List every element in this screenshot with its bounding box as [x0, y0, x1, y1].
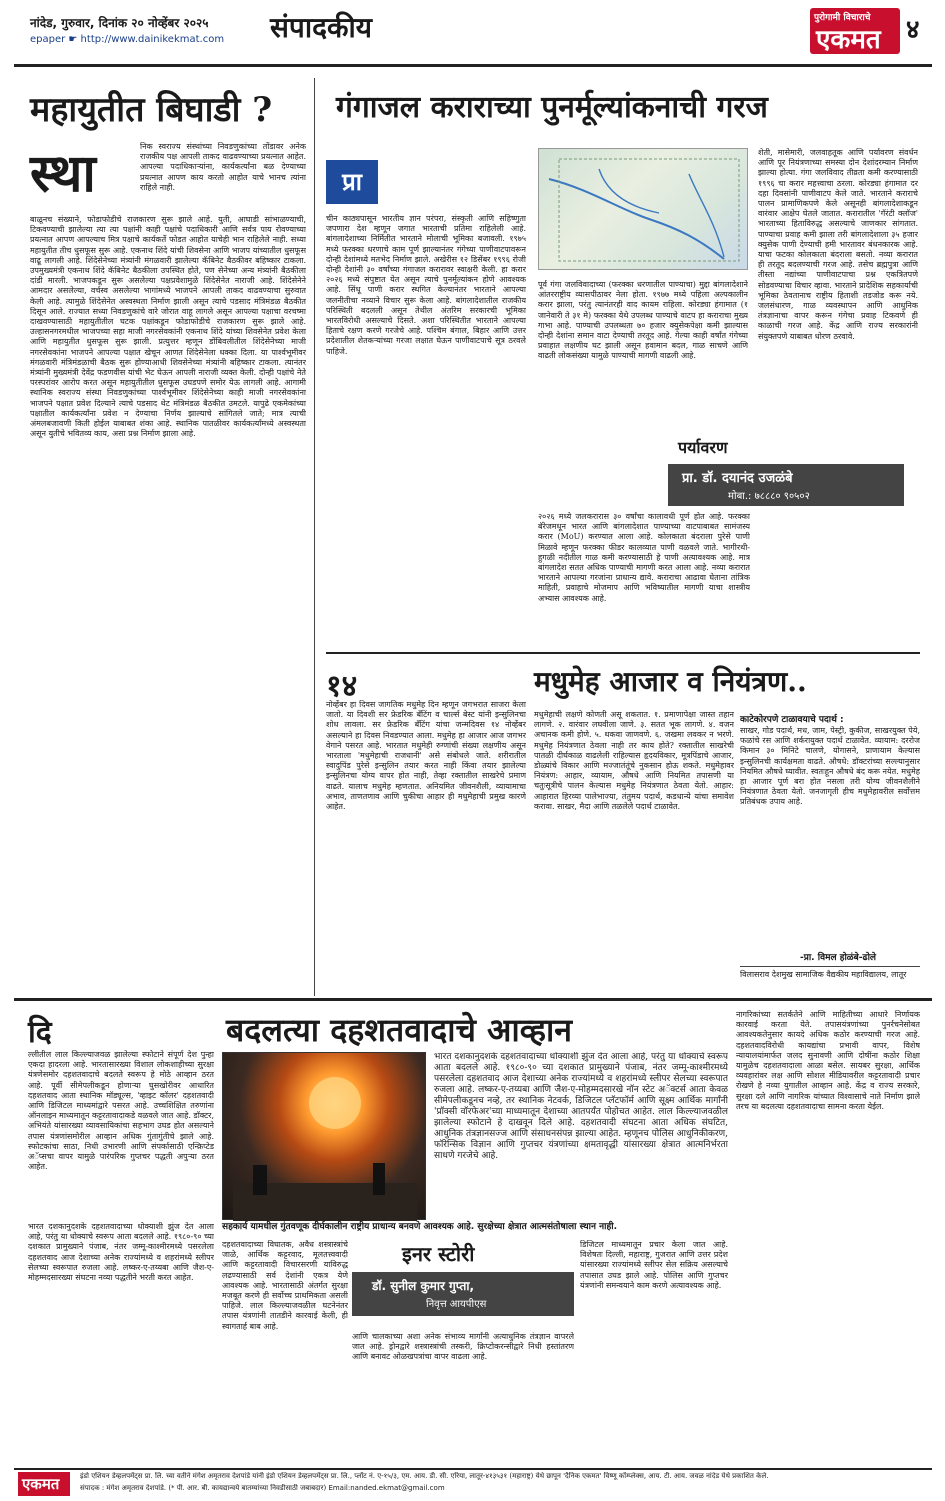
ganga-basin-map [538, 148, 748, 270]
terror-mid2: डिजिटल माध्यमातून प्रचार केला जात आहे. विशेषतः दिल्ली, महाराष्ट्र, गुजरात आणि उत्तर प्रदेश यांसारख्या राज्यांमध्ये स्लीपर सेल सक्रिय असल्याचे तपासात उघड झाले आहे. पोलिस आणि गुप्तचर यंत्रणांनी समन्वयाने काम करणे अत्यावश्यक आहे. [580, 1240, 728, 1290]
river-map-svg [539, 149, 749, 271]
section-title: संपादकीय [270, 11, 372, 44]
gangajal-title: गंगाजल कराराच्या पुनर्मूल्यांकनाची गरज [336, 90, 768, 125]
photo-caption: सहकार्य यामधील गुंतवणूक दीर्घकालीन राष्ट्रीय प्राधान्य बनवणे आवश्यक आहे. सुरक्षेच्या क्षेत्रात आत्मसंतोषाला स्थान नाही. [222, 1222, 617, 1232]
editorial-lead: निक स्वराज्य संस्थांच्या निवडणुकांच्या तोंडावर अनेक राजकीय पक्ष आपली ताकद वाढवण्याच्या प्रयत्नात आहेत. आपल्या पदाधिकाऱ्यांना, कार्यकर्त्यांना बळ देण्याच्या प्रयत्नात आपण काय करतो आहोत याचे भानच त्यांना राहिले नाही. [140, 142, 306, 192]
tagline: पुरोगामी विचाराचे [814, 13, 871, 23]
gangajal-col3: शेती, मासेमारी, जलवाहतूक आणि पर्यावरण संवर्धन आणि पूर नियंत्रणाच्या समस्या दोन देशांदरम्यान निर्माण झाल्या होत्या. गंगा जलविवाद तीव्रता कमी करण्यासाठी १९९६ चा करार महत्त्वाचा ठरला. कोरड्या हंगामात दर दहा दिवसांनी पाणीवाटप केले जाते. भारताने कराराचे पालन प्रामाणिकपणे केले असूनही बांगलादेशाकडून वारंवार आक्षेप घेतले जातात. करारातील 'गॅरंटी क्लॉज' भारताच्या हिताविरुद्ध असल्याचे जाणकार सांगतात. पाण्याचा प्रवाह कमी झाला तरी बांगलादेशाला ३५ हजार क्युसेक पाणी देण्याची हमी भारतावर बंधनकारक आहे. याचा फटका कोलकाता बंदराला बसतो. नव्या करारात ही तरतूद बदलण्याची गरज आहे. तसेच ब्रह्मपुत्रा आणि तीस्ता नद्यांच्या पाणीवाटपाचा प्रश्न एकत्रितपणे सोडवण्याचा विचार व्हावा. भारताने प्रादेशिक सहकार्याची भूमिका ठेवतानाच राष्ट्रीय हिताशी तडजोड करू नये. जलसंधारण, गाळ व्यवस्थापन आणि आधुनिक तंत्रज्ञानाचा वापर करून गंगेचा प्रवाह टिकवणे ही काळाची गरज आहे. केंद्र आणि राज्य सरकारांनी संयुक्तपणे याबाबत धोरण ठरवावे. [758, 148, 918, 341]
footer-brand: एकमत [22, 1475, 60, 1493]
blast-photo [222, 1052, 426, 1220]
editorial-title: महायुतीत बिघाडी ? [30, 90, 273, 130]
section-label: पर्यावरण [678, 438, 728, 457]
header-rule [14, 64, 932, 67]
diabetes-col2: मधुमेहाची लक्षणे कोणती असू शकतात. १. प्रमाणापेक्षा जास्त तहान लागणे. २. वारंवार लघवीला जाणे. ३. सतत भूक लागणे. ४. वजन अचानक कमी होणे. ५. थकवा जाणवणे. ६. जखमा लवकर न भरणे. मधुमेह नियंत्रणात ठेवला नाही तर काय होते? रक्तातील साखरेची पातळी दीर्घकाळ वाढलेली राहिल्यास हृदयविकार, मूत्रपिंडाचे आजार, डोळ्यांचे विकार आणि मज्जातंतूंचे नुकसान होऊ शकते. मधुमेहावर नियंत्रण: आहार, व्यायाम, औषधे आणि नियमित तपासणी या चतुःसूत्रीचे पालन केल्यास मधुमेह नियंत्रणात ठेवता येतो. आहार: आहारात हिरव्या पालेभाज्या, तंतुमय पदार्थ, कडधान्ये यांचा समावेश करावा. साखर, मैदा आणि तळलेले पदार्थ टाळावेत. [534, 710, 734, 811]
terror-left: ल्लीतील लाल किल्ल्याजवळ झालेल्या स्फोटाने संपूर्ण देश पुन्हा एकदा हादरला आहे. भारतासारख्या विशाल लोकशाहीच्या सुरक्षा यंत्रणेसमोर दहशतवादाचे बदलते स्वरूप हे मोठे आव्हान ठरत आहे. पूर्वी सीमेपलीकडून होणाऱ्या घुसखोरीवर आधारित दहशतवाद आता स्थानिक मॉड्यूल्स, 'व्हाइट कॉलर' दहशतवादी आणि डिजिटल माध्यमांद्वारे पसरत आहे. उच्चशिक्षित तरुणांना ऑनलाइन माध्यमातून कट्टरतावादाकडे वळवले जात आहे. डॉक्टर, अभियंते यांसारख्या व्यावसायिकांचा सहभाग उघड होत असल्याने तपास यंत्रणांसमोरील आव्हान अधिक गुंतागुंतीचे झाले आहे. स्फोटकांचा साठा, निधी उभारणी आणि संपर्कासाठी एन्क्रिप्टेड अॅप्सचा वापर यामुळे पारंपरिक गुप्तचर पद्धती अपुऱ्या ठरत आहेत. [28, 1050, 214, 1172]
terror-right: नागरिकांच्या सतर्कतेने आणि माहितीच्या आधारे निर्णायक कारवाई करता येते. तपासयंत्रणांच्या पुनर्रचनेसोबत आवश्यकतेनुसार कायदे अधिक कठोर करण्याची गरज आहे. दहशतवादविरोधी कायद्यांचा प्रभावी वापर, विशेष न्यायालयांमार्फत जलद सुनावणी आणि दोषींना कठोर शिक्षा यामुळेच दहशतवादाला आळा बसेल. सायबर सुरक्षा, आर्थिक व्यवहारांवर लक्ष आणि सोशल मीडियावरील कट्टरतावादी प्रचार रोखणे हे नव्या युगातील आव्हान आहे. केंद्र व राज्य सरकारे, सुरक्षा दले आणि नागरिक यांच्यात विश्वासाचे नाते निर्माण झाले तरच या बदलत्या दहशतवादाचा सामना करता येईल. [736, 1010, 920, 1111]
page-number: ४ [906, 15, 920, 45]
author-name: प्रा. डॉ. दयानंद उजळंबे [682, 471, 793, 486]
terror-dropcap: दि [28, 1015, 52, 1050]
diabetes-institution: विलासराव देशमुख सामाजिक वैद्यकीय महाविद्यालय, लातूर [740, 966, 920, 980]
footer-imprint: इंडो एशियन डेव्हलपमेंट्स प्रा. लि. च्या वतीने मंगेश अमृतराव देशपांडे यांनी इंडो एशियन डेव्हलपमेंट्स प्रा. लि., प्लॉट नं. ए-१५/३, एम. आय. डी. सी. एरिया, लातूर-४१३५३१ (महाराष्ट्र) येथे छापून 'दैनिक एकमत' विष्णू कॉम्प्लेक्स, आय. टी. आय. जवळ नांदेड येथे प्रकाशित केले. [80, 1472, 769, 1480]
inner-author-band [352, 1272, 574, 1316]
terror-left2: भारत दशकानुदशके दहशतवादाच्या धोक्याशी झुंज देत आला आहे, परंतु या धोक्याचे स्वरूप आता बदलले आहे. १९८०-९० च्या दशकात प्रामुख्याने पंजाब, नंतर जम्मू-काश्मीरमध्ये पसरलेला दहशतवाद आज देशाच्या अनेक राज्यांमध्ये व शहरांमध्ये स्लीपर सेलच्या स्वरूपात रुजला आहे. लष्कर-ए-तय्यबा आणि जैश-ए-मोहम्मदसारख्या संघटना नव्या पद्धतीने भरती करत आहेत. [28, 1222, 214, 1283]
gangajal-col1: चीन काठ्यपासून भारतीय ज्ञान परंपरा, संस्कृती आणि सहिष्णुता जपणारा देश म्हणून जगात भारताची प्रतिमा राहिलेली आहे. बांगलादेशाच्या निर्मितीत भारताने मोलाची भूमिका बजावली. १९७५ मध्ये फरक्का धरणाचे काम पूर्ण झाल्यानंतर गंगेच्या पाणीवाटपावरून दोन्ही देशांमध्ये मतभेद निर्माण झाले. अखेरीस १२ डिसेंबर १९९६ रोजी दोन्ही देशांनी ३० वर्षांच्या गंगाजल करारावर स्वाक्षरी केली. हा करार २०२६ मध्ये संपुष्टात येत असून त्याचे पुनर्मूल्यांकन होणे आवश्यक आहे. सिंधू पाणी करार स्थगित केल्यानंतर भारताने आपल्या जलनीतीचा नव्याने विचार सुरू केला आहे. बांगलादेशातील राजकीय परिस्थिती बदलली असून तेथील अंतरिम सरकारची भूमिका भारतविरोधी असल्याचे दिसते. अशा परिस्थितीत भारताने आपल्या हिताचे रक्षण करणे गरजेचे आहे. पश्चिम बंगाल, बिहार आणि उत्तर प्रदेशातील शेतकऱ्यांच्या गरजा लक्षात घेऊन पाणीवाटपाचे सूत्र ठरवले पाहिजे. [326, 214, 526, 356]
diabetes-col3: साखर, गोड पदार्थ, मध, जाम, पेस्ट्री, कुकीज, साखरयुक्त पेये, फळांचे रस आणि शर्करायुक्त पदार्थ टाळावेत. व्यायाम: दररोज किमान ३० मिनिटे चालणे, योगासने, प्राणायाम केल्यास इन्सुलिनची कार्यक्षमता वाढते. औषधे: डॉक्टरांच्या सल्ल्यानुसार नियमित औषधे घ्यावीत. स्वतःहून औषधे बंद करू नयेत. मधुमेह हा आजार पूर्ण बरा होत नसला तरी योग्य जीवनशैलीने नियंत्रणात ठेवता येतो. जनजागृती हीच मधुमेहावरील सर्वोत्तम प्रतिबंधक उपाय आहे. [740, 726, 920, 807]
footer-brand-box [18, 1472, 70, 1496]
inner-story-heading: इनर स्टोरी [402, 1242, 475, 1266]
photo-illustration [223, 1053, 427, 1221]
gangajal-dropcap: प्रा [326, 160, 378, 204]
gangajal-col2b: २०२६ मध्ये जलकरारास ३० वर्षांचा कालावधी पूर्ण होत आहे. फरक्का बॅरेजमधून भारत आणि बांगलादेशात पाण्याच्या वाटपाबाबत सामंजस्य करार (MoU) करण्यात आला आहे. कोलकाता बंदराला पुरेसे पाणी मिळावे म्हणून फरक्का फीडर कालव्यात पाणी वळवले जाते. भागीरथी-हुगळी नदीतील गाळ कमी करण्यासाठी हे पाणी अत्यावश्यक आहे. मात्र बांगलादेश सतत अधिक पाण्याची मागणी करत आला आहे. नव्या करारात भारताने आपल्या गरजांना प्राधान्य द्यावे. कराराचा आढावा घेताना तांत्रिक माहिती, प्रवाहाचे मोजमाप आणि भविष्यातील मागणी याचा शास्त्रीय अभ्यास आवश्यक आहे. [538, 512, 750, 603]
gangajal-col1-top [386, 158, 526, 210]
terror-title: बदलत्या दहशतवादाचे आव्हान [226, 1011, 573, 1049]
diabetes-signature: -प्रा. विमल होळंबे-ढोले [800, 953, 877, 963]
editorial-dropcap: स्था [30, 143, 96, 204]
footer-rule [14, 1468, 932, 1470]
epaper-link[interactable]: epaper ☛ http://www.dainikekmat.com [30, 34, 225, 45]
gangajal-col2: पूर्व गंगा जलविवादाच्या (फरक्का धरणातील पाण्याचा) मुद्दा बांगलादेशाने आंतरराष्ट्रीय व्यासपीठावर नेला होता. १९७७ मध्ये पहिला अल्पकालीन करार झाला, परंतु त्यानंतरही वाद कायम राहिला. कोरड्या हंगामात (१ जानेवारी ते ३१ मे) फरक्का येथे उपलब्ध पाण्याचे वाटप हा कराराचा मुख्य गाभा आहे. पाण्याची उपलब्धता ७० हजार क्युसेकपेक्षा कमी झाल्यास दोन्ही देशांना समान वाटा देण्याची तरतूद आहे. गेल्या काही वर्षांत गंगेच्या प्रवाहात लक्षणीय घट झाली असून हवामान बदल, गाळ साचणे आणि वाढती लोकसंख्या यामुळे पाण्याची मागणी वाढली आहे. [538, 280, 748, 361]
editorial-body: बाळूनच संख्याने, फोडाफोडीचे राजकारण सुरू झाले आहे. युती, आघाडी सांभाळण्याची, टिकवण्याची झालेल्या त्या त्या पक्षांनी काही पक्षांचे पदाधिकारी आणि सर्वत्र पाय रोवण्याच्या प्रयत्नात आपण आपल्याच मित्र पक्षाचे कार्यकर्ते फोडत आहोत याचेही भान राहिलेले नाही. सध्या महायुतीत तीच धुसफूस सुरू आहे. एकनाथ शिंदे यांची शिवसेना आणि भाजप यांच्यातील धुसफूस वाढू लागली आहे. शिंदेसेनेच्या मंत्र्यांनी मंगळवारी झालेल्या कॅबिनेट बैठकीवर बहिष्कार टाकला. उपमुख्यमंत्री एकनाथ शिंदे कॅबिनेट बैठकीला उपस्थित होते, पण सेनेच्या अन्य मंत्र्यांनी बैठकीला दांडी मारली. भाजपकडून सुरू असलेल्या पक्षप्रवेशामुळे शिंदेसेनेत नाराजी आहे. शिंदेसेनेने आमदार असलेल्या, वर्चस्व असलेल्या भागांमध्ये भाजपने आपली ताकद वाढवण्याचा सुरुवात केली आहे. त्यामुळे शिंदेसेनेत अस्वस्थता निर्माण झाली असून त्याचे पडसाद मंत्रिमंडळ बैठकीत दिसून आले. राज्यात सध्या निवडणुकांचे वारे जोरात वाहू लागले असून आपल्या पक्षाचा वरचष्मा दाखवण्यासाठी महायुतीतील घटक पक्षांकडून फोडाफोडीचे राजकारण सुरू झाले आहे. उल्हासनगरमधील भाजपच्या सहा माजी नगरसेवकांनी एकनाथ शिंदे यांच्या शिवसेनेत प्रवेश केला आणि महायुतीत धुसफूस सुरू झाली. प्रत्युत्तर म्हणून डोंबिवलीतील शिंदेसेनेच्या माजी नगरसेवकांना भाजपने आपल्या पक्षात खेचून आणत शिंदेसेनेला धक्का दिला. या पार्श्वभूमीवर मंगळवारी मंत्रिमंडळाची बैठक सुरू होण्याआधी शिवसेनेच्या मंत्र्यांनी बहिष्कार टाकला. त्यानंतर मंत्र्यांनी मुख्यमंत्री देवेंद्र फडणवीस यांची भेट घेऊन आपली नाराजी व्यक्त केली. दोन्ही पक्षांचे नेते परस्परांवर आरोप करत असून महायुतीतील धुसफूस उघडपणे समोर येऊ लागली आहे. आगामी स्थानिक स्वराज्य संस्था निवडणुकांच्या पार्श्वभूमीवर शिंदेसेनेच्या काही माजी नगरसेवकांना भाजपने पक्षात प्रवेश दिल्याने त्याचे पडसाद थेट मंत्रिमंडळ बैठकीत उमटले. यापुढे एकमेकांच्या पक्षातील कार्यकर्त्यांना प्रवेश न देण्याचा निर्णय झाल्याचे सांगितले जाते; मात्र त्याची अंमलबजावणी किती होईल याबाबत शंका आहे. स्थानिक पातळीवर कार्यकर्त्यांमध्ये अस्वस्थता असून युतीचे भवितव्य काय, असा प्रश्न निर्माण झाला आहे. [30, 215, 306, 439]
diabetes-col3-head: काटेकोरपणे टाळावयाचे पदार्थ : [740, 715, 844, 725]
diabetes-dropcap: १४ [326, 669, 358, 704]
brand-box [810, 8, 900, 54]
terror-mid3: आणि चालकाच्या अशा अनेक संभाव्य मार्गांनी अत्याधुनिक तंत्रज्ञान वापरले जात आहे. ड्रोनद्वारे शस्त्रास्त्रांची तस्करी, क्रिप्टोकरन्सीद्वारे निधी हस्तांतरण आणि बनावट ओळखपत्रांचा वापर वाढला आहे. [352, 1332, 574, 1362]
brand-logo: एकमत [816, 25, 881, 55]
gangajal-bottom-rule [326, 652, 920, 654]
dateline: नांदेड, गुरुवार, दिनांक २० नोव्हेंबर २०२५ [30, 16, 209, 30]
diabetes-title: मधुमेह आजार व नियंत्रण.. [534, 665, 807, 698]
inner-story-box [352, 1236, 574, 1326]
diabetes-col1: नोव्हेंबर हा दिवस जागतिक मधुमेह दिन म्हणून जगभरात साजरा केला जातो. या दिवशी सर फ्रेडरिक बँटिंग व चार्ल्स बेस्ट यांनी इन्सुलिनचा शोध लावला. सर फ्रेडरिक बँटिंग यांचा जन्मदिवस १४ नोव्हेंबर असल्याने हा दिवस निवडण्यात आला. मधुमेह हा आजार आज जगभर वेगाने पसरत आहे. भारतात मधुमेही रुग्णांची संख्या लक्षणीय असून भारताला 'मधुमेहाची राजधानी' असे संबोधले जाते. शरीरातील स्वादुपिंड पुरेसे इन्सुलिन तयार करत नाही किंवा तयार झालेल्या इन्सुलिनचा योग्य वापर होत नाही, तेव्हा रक्तातील साखरेचे प्रमाण वाढते. यालाच मधुमेह म्हणतात. अनियमित जीवनशैली, व्यायामाचा अभाव, ताणतणाव आणि चुकीचा आहार ही मधुमेहाची प्रमुख कारणे आहेत. [326, 700, 526, 812]
masthead [8, 6, 938, 62]
inner-author: डॉ. सुनील कुमार गुप्ता, [372, 1279, 475, 1293]
terror-mid1: दहशतवादाच्या विघातक, अवैध शस्त्रास्त्रांचे जाळे, आर्थिक कट्टरवाद, मूलतत्त्ववादी आणि कट्टरतावादी विचारसरणी याविरुद्ध लढण्यासाठी सर्व देशांनी एकत्र येणे आवश्यक आहे. भारतासाठी अंतर्गत सुरक्षा मजबूत करणे ही सर्वोच्च प्राथमिकता असली पाहिजे. लाल किल्ल्याजवळील घटनेनंतर तपास यंत्रणांनी तातडीने कारवाई केली, ही स्वागतार्ह बाब आहे. [222, 1240, 348, 1331]
mid-page-rule [14, 998, 932, 1001]
footer-editor: संपादक : मंगेश अमृतराव देशपांडे. (* पी. आर. बी. कायद्यान्वये बातम्यांच्या निवडीसाठी जबाबदार) Email:nanded.ekmat@gmail.com [80, 1484, 445, 1492]
terror-lead: भारत दशकानुदशके दहशतवादाच्या धोक्याशी झुंज देत आला आहे, परंतु या धोक्याचे स्वरूप आता बदलले आहे. १९८०-९० च्या दशकात प्रामुख्याने पंजाब, नंतर जम्मू-काश्मीरमध्ये पसरलेला दहशतवाद आज देशाच्या अनेक राज्यांमध्ये व शहरांमध्ये स्लीपर सेलच्या स्वरूपात रुजला आहे. लष्कर-ए-तय्यबा आणि जैश-ए-मोहम्मदसारखे नॉन स्टेट अॅक्टर्स आता केवळ सीमेपलीकडूनच नव्हे, तर स्थानिक नेटवर्क, डिजिटल प्लॅटफॉर्म आणि सूक्ष्म आर्थिक मार्गांनी 'प्रॉक्सी वॉरफेअर'च्या माध्यमातून देशाच्या आतपर्यंत पोहोचत आहेत. लाल किल्ल्याजवळील झालेल्या स्फोटाने हे दाखवून दिले आहे. दहशतवादी संघटना आता अधिक संघटित, आधुनिक तंत्रज्ञानसज्ज आणि संसाधनसंपन्न झाल्या आहेत. म्हणूनच पोलिस आधुनिकीकरण, फॉरेन्सिक विज्ञान आणि गुप्तचर यंत्रणांच्या क्षमतावृद्धी यांसारख्या क्षेत्रात आत्मनिर्भरता साधणे गरजेचे आहे. [434, 1052, 728, 1161]
author-mobile: मोबा.: ७८८८० ९०५०२ [728, 491, 810, 502]
inner-role: निवृत्त आयपीएस [426, 1299, 487, 1310]
editorial-divider [314, 78, 315, 996]
